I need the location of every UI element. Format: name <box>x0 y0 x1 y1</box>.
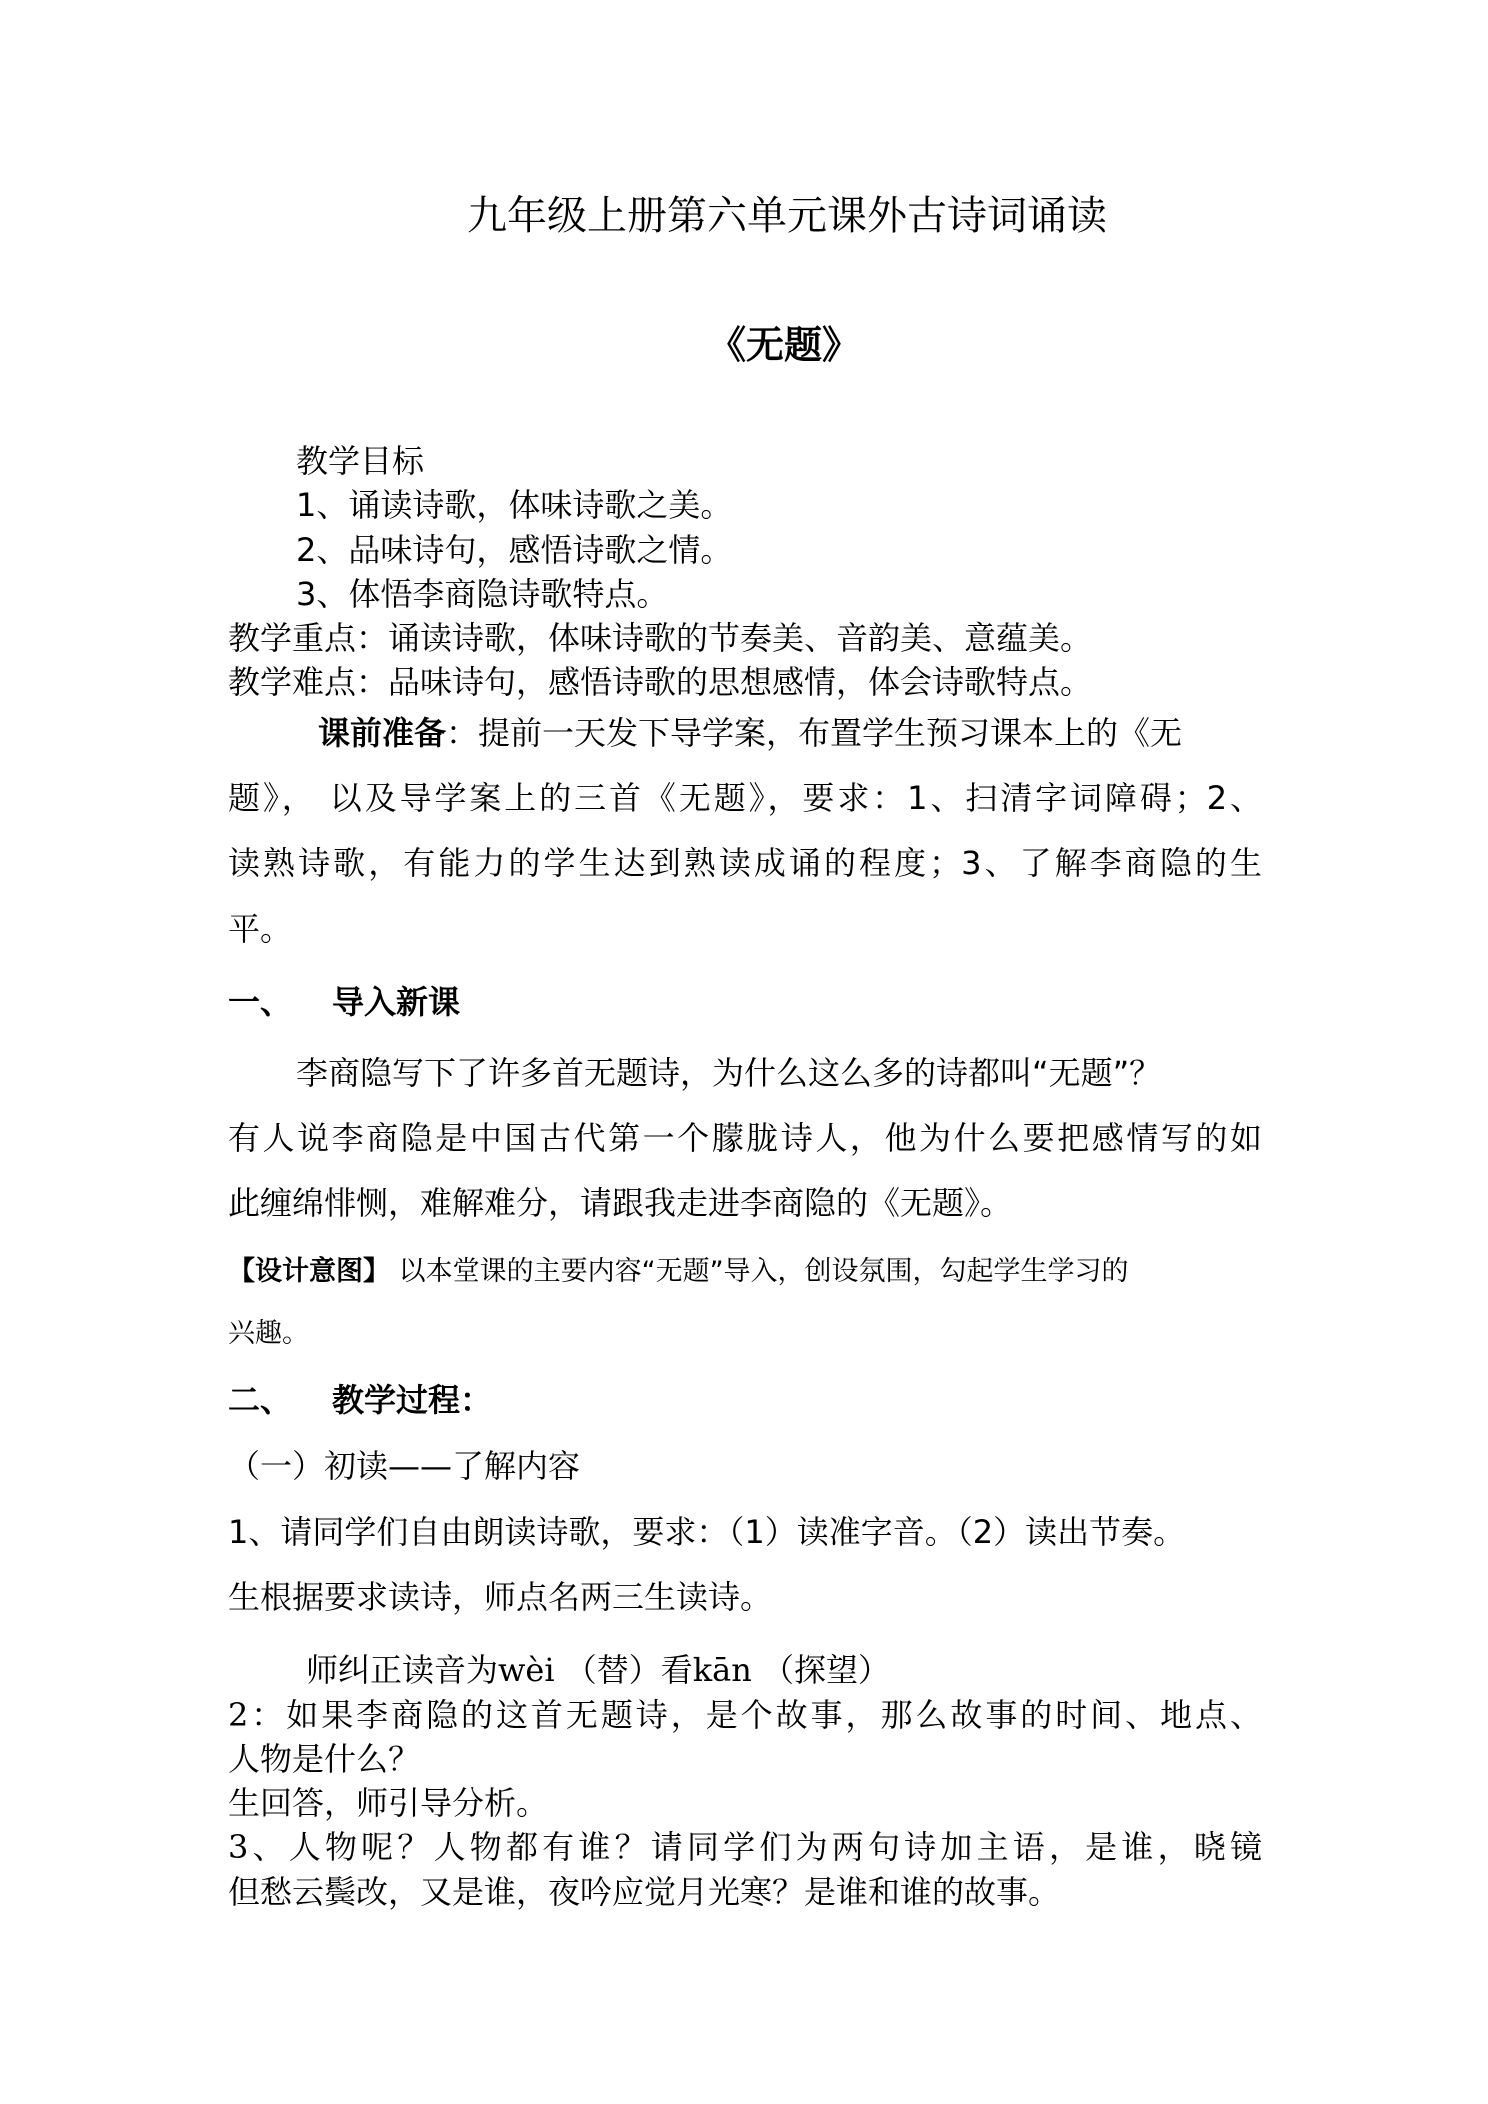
step-1: 1、请同学们自由朗读诗歌，要求：（1）读准字音。（2）读出节奏。 <box>228 1513 1186 1551</box>
subsection-heading: （一）初读——了解内容 <box>228 1447 581 1485</box>
section-2-title: 教学过程： <box>332 1381 493 1419</box>
prep-line-4: 平。 <box>228 910 293 948</box>
section-2-number: 二、 <box>228 1381 293 1419</box>
section-1-paragraph: 李商隐写下了许多首无题诗，为什么这么多的诗都叫“无题”？ <box>296 1054 1162 1092</box>
objective-item: 3、体悟李商隐诗歌特点。 <box>296 575 669 613</box>
objective-item: 1、诵读诗歌，体味诗歌之美。 <box>296 486 733 524</box>
step-3-continued: 但愁云鬓改，又是谁，夜吟应觉月光寒？是谁和谁的故事。 <box>228 1873 1061 1911</box>
section-1-paragraph: 此缠绵悱恻，难解难分，请跟我走进李商隐的《无题》。 <box>228 1184 1013 1222</box>
difficulties: 教学难点：品味诗句，感悟诗歌的思想感情，体会诗歌特点。 <box>228 663 1093 701</box>
section-1-number: 一、 <box>228 983 293 1021</box>
design-intent-line-1 <box>228 1254 1129 1290</box>
prep-line-3: 读熟诗歌，有能力的学生达到熟读成诵的程度；3、了解李商隐的生 <box>228 844 1262 882</box>
document-title: 九年级上册第六单元课外古诗词诵读 <box>467 193 1107 239</box>
key-points: 教学重点：诵读诗歌，体味诗歌的节奏美、音韵美、意蕴美。 <box>228 619 1093 657</box>
pronunciation-correction: 师纠正读音为wèi （替）看kān （探望） <box>306 1651 890 1689</box>
step-1-note: 生根据要求读诗，师点名两三生读诗。 <box>228 1578 773 1616</box>
section-1-paragraph: 有人说李商隐是中国古代第一个朦胧诗人，他为什么要把感情写的如 <box>228 1119 1262 1157</box>
prep-line-1 <box>318 713 1182 753</box>
step-2-note: 生回答，师引导分析。 <box>228 1784 549 1822</box>
step-3: 3、人物呢？人物都有谁？请同学们为两句诗加主语，是谁，晓镜 <box>228 1828 1262 1866</box>
prep-text: ：提前一天发下导学案，布置学生预习课本上的《无 <box>446 714 1183 752</box>
design-intent-label: 【设计意图】 <box>228 1256 390 1287</box>
step-2: 2：如果李商隐的这首无题诗，是个故事，那么故事的时间、地点、 <box>228 1696 1262 1734</box>
poem-title: 《无题》 <box>708 323 861 367</box>
design-intent-line-2: 兴趣。 <box>228 1318 309 1349</box>
section-1-title: 导入新课 <box>332 983 461 1021</box>
prep-line-2: 题》， 以及导学案上的三首《无题》，要求：1、扫清字词障碍；2、 <box>228 779 1262 817</box>
design-intent-text: 以本堂课的主要内容“无题”导入，创设氛围，勾起学生学习的 <box>390 1256 1129 1287</box>
objective-item: 2、品味诗句，感悟诗歌之情。 <box>296 531 733 569</box>
prep-label: 课前准备 <box>318 714 447 752</box>
objectives-heading: 教学目标 <box>296 442 425 480</box>
step-2-continued: 人物是什么？ <box>228 1740 421 1778</box>
